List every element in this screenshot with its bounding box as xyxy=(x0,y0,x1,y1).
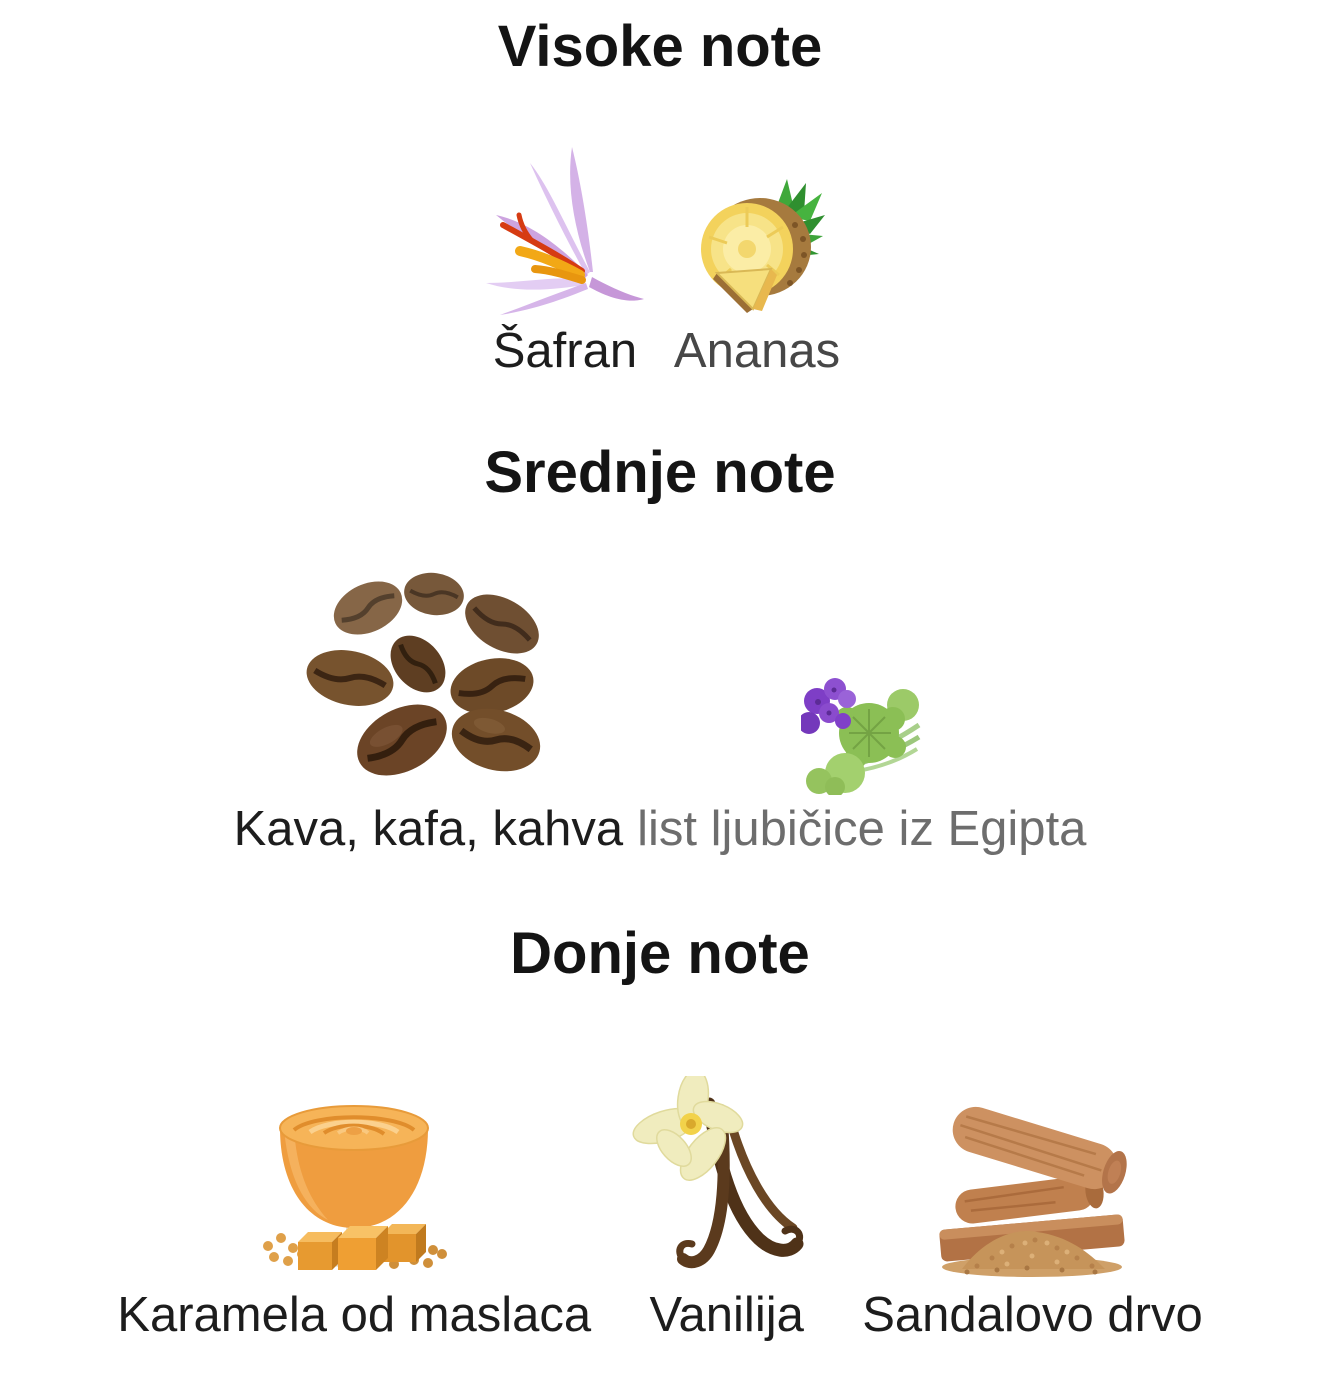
note-label-vanilija: Vanilija xyxy=(649,1288,804,1343)
top-notes-section xyxy=(0,0,1320,380)
note-label-kava: Kava, kafa, kahva xyxy=(233,802,624,856)
butterscotch-image xyxy=(254,1056,454,1281)
note-label-safran: Šafran xyxy=(492,323,638,378)
note-safran[interactable] xyxy=(480,137,650,381)
note-label-sandalovina: Sandalovo drvo xyxy=(862,1288,1203,1343)
sandalwood-image xyxy=(937,1086,1127,1281)
base-notes-title: Donje note xyxy=(510,920,810,986)
top-notes-title: Visoke note xyxy=(497,14,823,79)
note-sandalovina[interactable] xyxy=(862,1086,1203,1345)
vanilla-image xyxy=(629,1076,824,1281)
violet-leaf-image xyxy=(801,675,923,795)
note-label-ljubicica: list ljubičice iz Egipta xyxy=(637,802,1087,856)
note-label-ananas: Ananas xyxy=(673,323,841,378)
middle-notes-title: Srednje note xyxy=(484,440,836,506)
note-label-karamela: Karamela od maslaca xyxy=(117,1288,592,1343)
saffron-flower-image xyxy=(480,137,650,317)
note-vanilija[interactable] xyxy=(629,1076,824,1345)
base-notes-section xyxy=(0,919,1320,1345)
top-notes-row xyxy=(0,137,1320,381)
note-ljubicica[interactable] xyxy=(637,675,1086,859)
middle-notes-row xyxy=(0,560,1320,859)
pineapple-image xyxy=(687,177,827,317)
middle-notes-section xyxy=(0,438,1320,858)
note-ananas[interactable] xyxy=(674,177,840,381)
note-kava[interactable] xyxy=(234,560,624,859)
base-notes-row xyxy=(0,1056,1320,1345)
coffee-beans-image xyxy=(306,560,550,795)
note-karamela[interactable] xyxy=(117,1056,591,1345)
